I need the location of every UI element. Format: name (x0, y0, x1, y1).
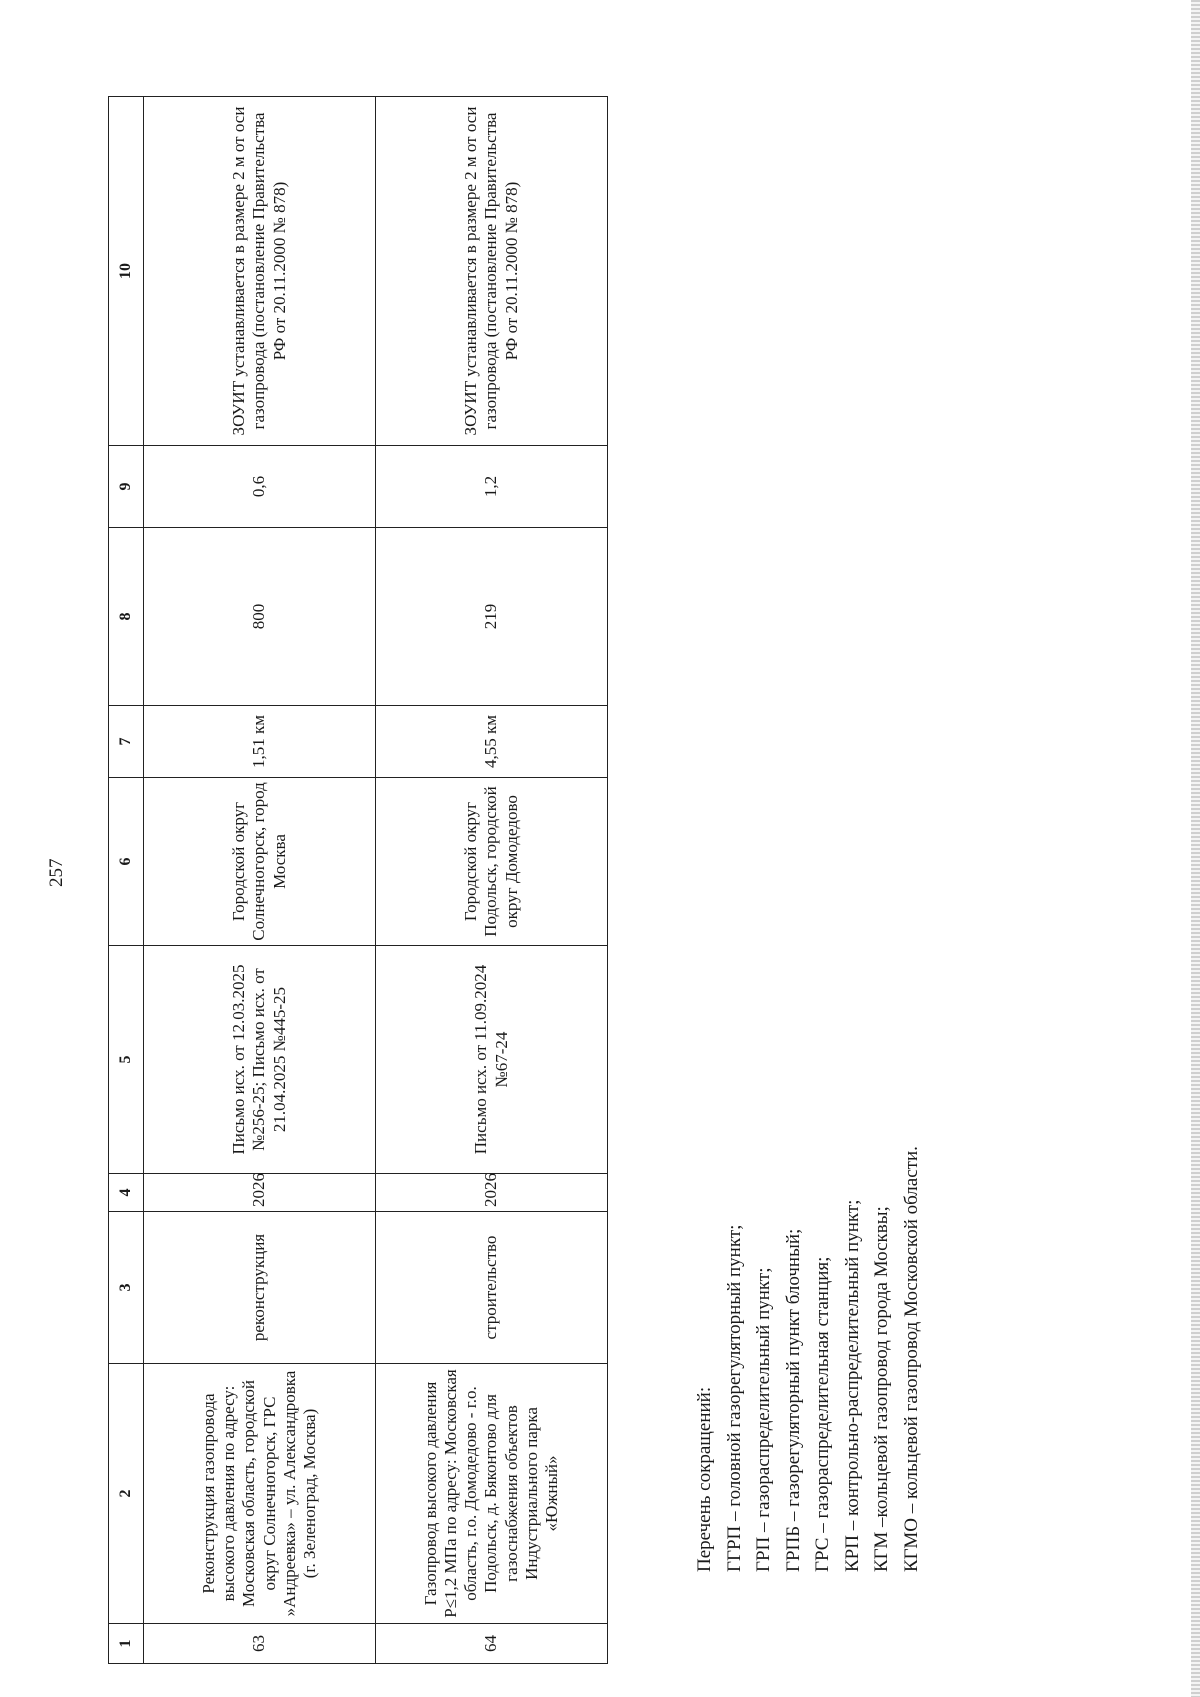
year: 2026 (144, 1174, 376, 1212)
abbreviation-item: ГРП – газораспределительный пункт; (753, 1267, 774, 1572)
col-header: 2 (109, 1364, 144, 1624)
abbreviation-item: ГРПБ – газорегуляторный пункт блочный; (782, 1228, 804, 1572)
page-number: 257 (46, 858, 67, 887)
col-header: 5 (109, 946, 144, 1174)
length: 1,51 км (144, 706, 376, 778)
gas-pipeline-table (108, 96, 608, 1664)
table-row (376, 97, 608, 1664)
scan-edge-strip (1191, 0, 1200, 1697)
col-header: 4 (109, 1174, 144, 1212)
pressure: 0,6 (144, 446, 376, 528)
table-row (144, 97, 376, 1664)
source-document: Письмо исх. от 11.09.2024 №67-24 (376, 946, 608, 1174)
district: Городской округ Солнечногорск, город Москва (144, 778, 376, 946)
work-type: реконструкция (144, 1212, 376, 1364)
col-header: 3 (109, 1212, 144, 1364)
col-header: 7 (109, 706, 144, 778)
col-header: 9 (109, 446, 144, 528)
col-header: 6 (109, 778, 144, 946)
abbreviation-item: КГМО – кольцевой газопровод Московской области. (900, 1146, 922, 1572)
work-type: строительство (376, 1212, 608, 1364)
abbreviation-item: КРП – контрольно-распределительный пункт; (841, 1199, 863, 1572)
header-row (109, 97, 144, 1664)
col-header: 1 (109, 1624, 144, 1664)
diameter: 219 (376, 528, 608, 706)
abbreviation-item: КГМ –кольцевой газопровод города Москвы; (871, 1206, 892, 1572)
abbreviations-title: Перечень сокращений: (694, 1386, 715, 1572)
source-document: Письмо исх. от 12.03.2025 №256-25; Письмо исх. от 21.04.2025 №445-25 (144, 946, 376, 1174)
abbreviation-item: ГГРП – головной газорегуляторный пункт; (723, 1224, 745, 1572)
abbreviations-list (690, 1146, 926, 1572)
zone-note: ЗОУИТ устанавливается в размере 2 м от оси газопровода (постановление Правительства РФ от 20.11.2000 № 878) (376, 97, 608, 446)
abbreviation-item: ГРС – газораспределительная станция; (812, 1256, 833, 1572)
year: 2026 (376, 1174, 608, 1212)
pressure: 1,2 (376, 446, 608, 528)
zone-note: ЗОУИТ устанавливается в размере 2 м от оси газопровода (постановление Правительства РФ от 20.11.2000 № 878) (144, 97, 376, 446)
col-header: 8 (109, 528, 144, 706)
row-number: 63 (144, 1624, 376, 1664)
object-name: Реконструкция газопровода высокого давления по адресу: Московская область, городской округ Солнечногорск, ГРС »Андреевка» – ул. Александровка (г. Зеленоград, Москва) (144, 1364, 376, 1624)
diameter: 800 (144, 528, 376, 706)
district: Городской округ Подольск, городской округ Домодедово (376, 778, 608, 946)
row-number: 64 (376, 1624, 608, 1664)
object-name: Газопровод высокого давления Р≤1,2 МПа по адресу: Московская область, г.о. Домодедово - г.о. Подольск, д. Бяконтово для газоснабжения объектов Индустриального парка «Южный» (376, 1364, 608, 1624)
col-header: 10 (109, 97, 144, 446)
length: 4,55 км (376, 706, 608, 778)
